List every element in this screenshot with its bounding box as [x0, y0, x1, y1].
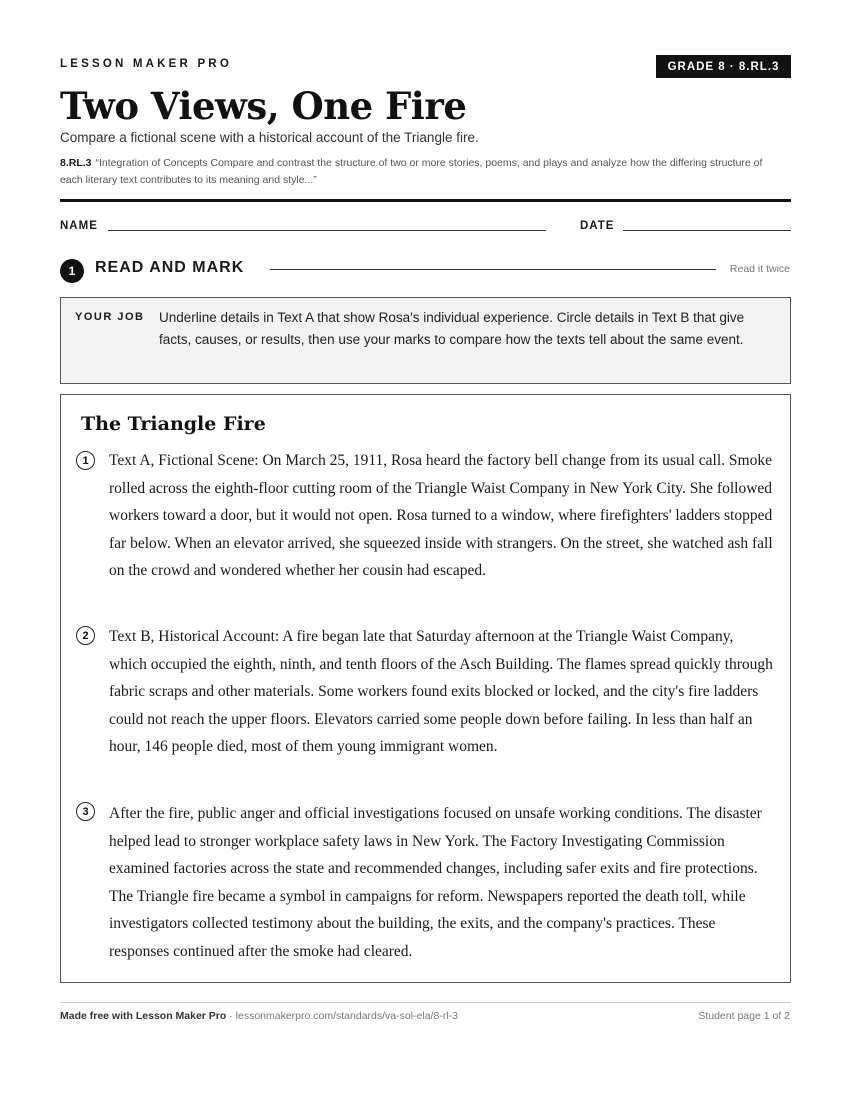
your-job-text: Underline details in Text A that show Rosa's individual experience. Circle details in Text B that give facts, causes, or results, then use your marks to compare how the texts tell about the same event.: [159, 310, 745, 347]
passage-paragraph: Text B, Historical Account: A fire began late that Saturday afternoon at the Triangle Waist Company, which occupied the eighth, ninth, and tenth floors of the Asch Building. The flames spread quickly through fabric scraps and other materials. Some workers found exits blocked or locked, and the city's fire ladders could not reach the upper floors. Elevators carried some people down before failing. In less than half an hour, 146 people died, most of them young immigrant women.: [109, 628, 773, 756]
footer-credit: [60, 1010, 458, 1022]
section-number-badge: 1: [60, 259, 84, 283]
standard-text: “Integration of Concepts Compare and contrast the structure of two or more stories, poems, and plays and analyze how the differing structure of each literary text contributes to its meaning and style...”: [60, 157, 763, 186]
passage-paragraph: After the fire, public anger and official investigations focused on unsafe working conditions. The disaster helped lead to stronger workplace safety laws in New York. The Factory Investigating Commission examined factories across the state and recommended changes, including safer exits and fire protections. The Triangle fire became a symbol in campaigns for reform. Newspapers reported the death toll, while investigators collected testimony about the building, the exits, and the company's practices. These responses continued after the smoke had cleared.: [109, 805, 762, 960]
name-field[interactable]: [108, 230, 546, 231]
reading-passage: [60, 394, 791, 983]
footer-divider: [60, 1002, 791, 1003]
footer-page-number: Student page 1 of 2: [698, 1010, 790, 1022]
footer-made-with: Made free with Lesson Maker Pro: [60, 1010, 227, 1022]
grade-badge: GRADE 8 · 8.RL.3: [656, 55, 791, 78]
section-divider: [270, 269, 716, 270]
page-title: Two Views, One Fire: [60, 84, 467, 128]
your-job-box: [60, 297, 791, 384]
passage-title: The Triangle Fire: [81, 413, 266, 435]
standard-code: 8.RL.3: [60, 157, 92, 169]
your-job-label: YOUR JOB: [75, 311, 145, 323]
header-divider: [60, 199, 791, 202]
paragraph-number: 3: [76, 802, 95, 821]
date-field[interactable]: [623, 230, 791, 231]
date-label: DATE: [580, 220, 615, 232]
paragraph-number: 1: [76, 451, 95, 470]
standard-description: [60, 155, 780, 189]
page-subtitle: Compare a fictional scene with a historical account of the Triangle fire.: [60, 130, 479, 145]
section-title: READ AND MARK: [95, 259, 245, 276]
paragraph-number: 2: [76, 626, 95, 645]
passage-paragraph: Text A, Fictional Scene: On March 25, 1911, Rosa heard the factory bell change from its usual call. Smoke rolled across the eighth-floor cutting room of the Triangle Waist Company in New York City. She followed workers toward a door, but it would not open. Rosa turned to a window, where firefighters' ladders stopped far below. When an elevator arrived, she squeezed inside with strangers. On the street, she watched ash fall on the crowd and wondered whether her cousin had escaped.: [109, 452, 773, 580]
brand-name: LESSON MAKER PRO: [60, 58, 232, 70]
section-note: Read it twice: [729, 263, 790, 275]
name-label: NAME: [60, 220, 98, 232]
footer-url: · lessonmakerpro.com/standards/va-sol-ela/8-rl-3: [226, 1010, 458, 1022]
